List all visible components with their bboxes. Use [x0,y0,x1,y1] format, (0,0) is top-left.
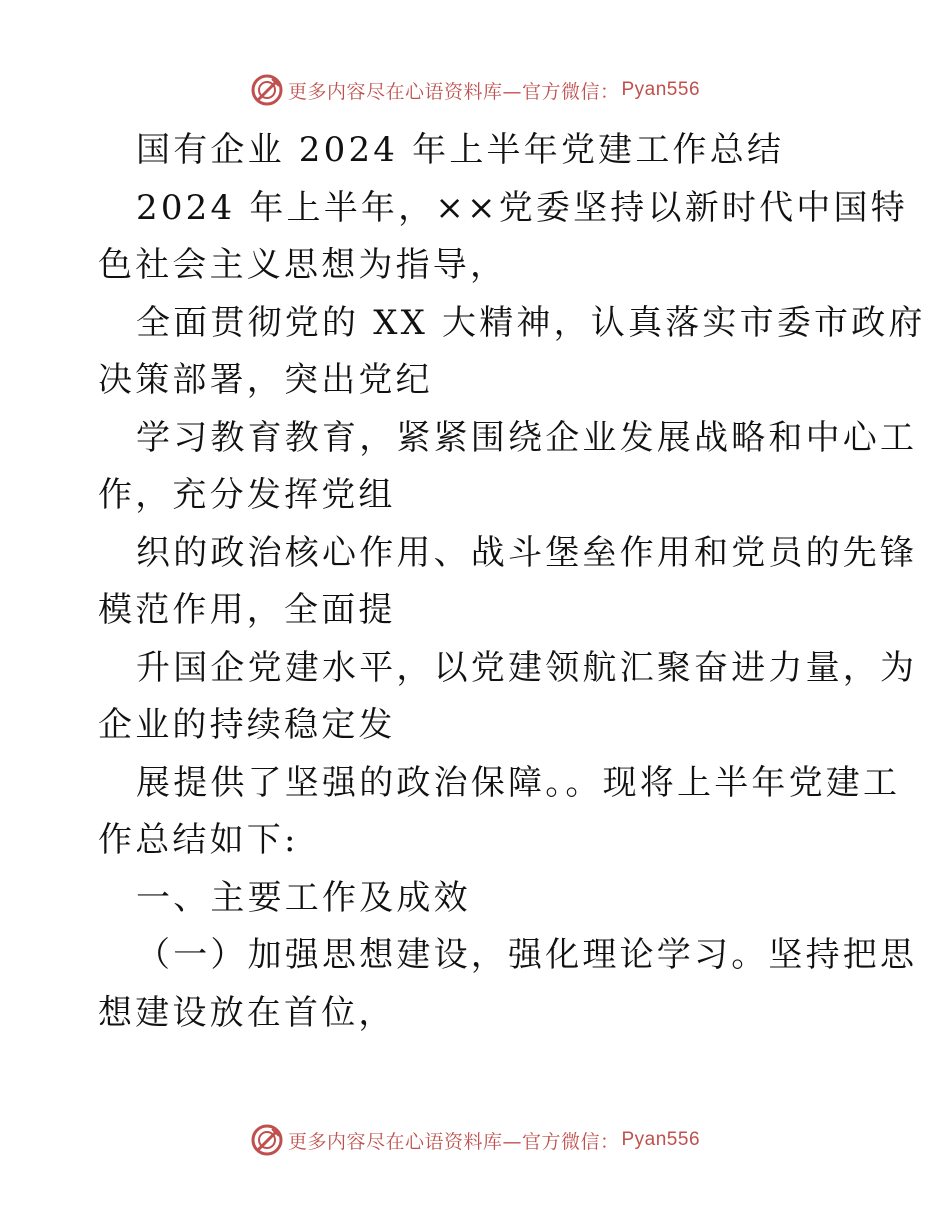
text-line: 2024 年上半年，××党委坚持以新时代中国特 [136,187,908,228]
footer-watermark [0,1120,950,1160]
text-line: 模范作用，全面提 [98,590,396,630]
paragraph [98,927,918,1042]
text-line: 一、主要工作及成效 [136,877,471,918]
text-line: 作，充分发挥党组 [98,475,396,515]
doc-title [98,122,858,180]
red-seal-icon [250,73,284,107]
paragraph [98,410,918,525]
paragraph [98,755,901,870]
paragraph [98,295,926,410]
text-line: （一）加强思想建设，强化理论学习。坚持把思 [136,935,918,975]
text-line: 决策部署，突出党纪 [98,360,433,400]
watermark-text: 更多内容尽在心语资料库—官方微信： [287,80,620,103]
paragraph [98,180,908,295]
text-line: 学习教育教育，紧紧围绕企业发展战略和中心工 [136,417,918,458]
text-line: 想建设放在首位， [98,992,396,1033]
paragraph [98,640,918,755]
paragraph [98,525,918,640]
document-body [98,122,926,1042]
text-line: 织的政治核心作用、战斗堡垒作用和党员的先锋 [136,532,918,573]
watermark-text: 更多内容尽在心语资料库—官方微信： [287,1130,620,1153]
red-seal-icon [250,1123,284,1157]
watermark-id: Pyan556 [621,1129,701,1150]
text-line: 作总结如下: [98,820,299,860]
header-watermark [0,70,950,110]
section-heading [98,870,858,928]
text-line: 全面贯彻党的 XX 大精神，认真落实市委市政府 [136,302,926,343]
text-line: 色社会主义思想为指导， [98,245,508,285]
watermark-id: Pyan556 [621,79,701,100]
text-line: 升国企党建水平，以党建领航汇聚奋进力量，为 [136,647,918,688]
text-line: 企业的持续稳定发 [98,705,396,745]
text-line: 展提供了坚强的政治保障。。现将上半年党建工 [136,762,901,803]
text-line: 国有企业 2024 年上半年党建工作总结 [136,130,785,170]
